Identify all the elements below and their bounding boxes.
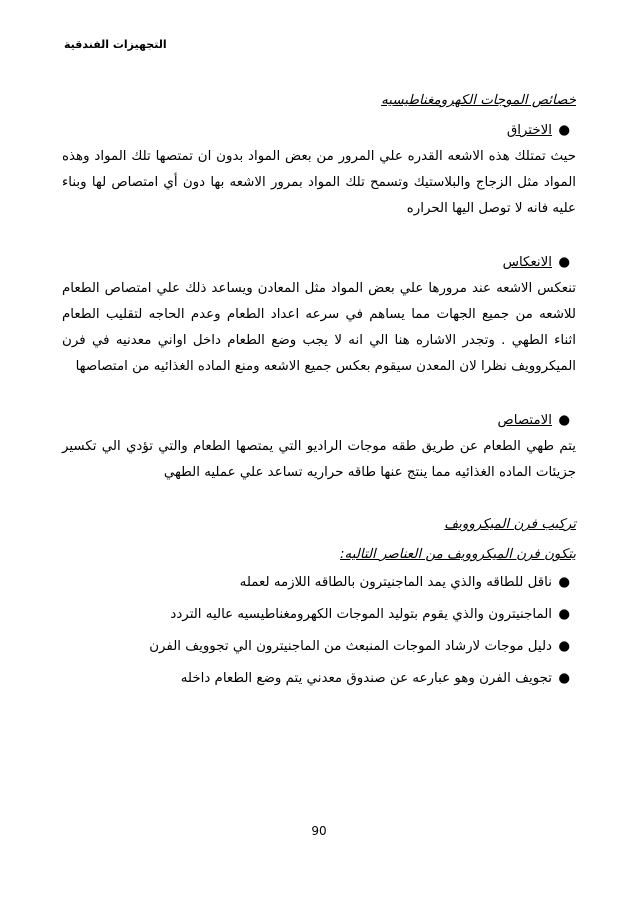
section-subtitle-components: يتكون فرن الميكروويف من العناصر التاليه: bbox=[340, 547, 576, 562]
list-item-text: ناقل للطاقه والذي يمد الماجنيترون بالطاقه اللازمه لعمله bbox=[239, 575, 552, 590]
bullet-dot-icon: ● bbox=[558, 413, 570, 428]
paragraph-penetration: حيث تمتلك هذه الاشعه القدره علي المرور من بعض المواد بدون ان تمتصها تلك المواد وهذه المواد مثل الزجاج والبلاستيك وتسمح تلك المواد بمرور الاشعه بها دون أي امتصاص لها وبناء عليه فانه لا توصل اليها الحراره bbox=[62, 149, 576, 216]
bullet-heading-reflection: الانعكاس bbox=[502, 255, 552, 270]
section-title-microwave-structure: تركيب فرن الميكروويف bbox=[444, 517, 576, 532]
bullet-dot-icon: ● bbox=[558, 255, 570, 270]
running-header: التجهيزات الفندقية bbox=[64, 38, 167, 51]
paragraph-reflection: تنعكس الاشعه عند مرورها علي بعض المواد مثل المعادن ويساعد ذلك علي امتصاص الطعام للاشعه من جميع الجهات مما يساهم في سرعه اعداد الطعام وعدم الحاجه لتقليب الطعام اثناء الطهي . وتجدر الاشاره هنا الي انه لا يجب وضع الطعام داخل اواني معدنيه في فرن الميكروويف نظرا لان المعدن سيقوم بعكس جميع الاشعه ومنع الماده الغذائيه من امتصاصها bbox=[62, 281, 576, 374]
page-content bbox=[62, 88, 576, 698]
list-item-text: تجويف الفرن وهو عبارعه عن صندوق معدني يتم وضع الطعام داخله bbox=[180, 671, 552, 686]
list-item-text: دليل موجات لارشاد الموجات المنبعث من الماجنيترون الي تجوويف الفرن bbox=[149, 639, 552, 654]
bullet-dot-icon: ● bbox=[558, 639, 570, 654]
bullet-dot-icon: ● bbox=[558, 575, 570, 590]
bullet-heading-penetration: الاختراق bbox=[506, 123, 552, 138]
section-title-properties: خصائص الموجات الكهرومغناطيسيه bbox=[381, 93, 576, 108]
bullet-reflection bbox=[62, 250, 576, 276]
list-item bbox=[62, 602, 576, 628]
bullet-dot-icon: ● bbox=[558, 671, 570, 686]
bullet-heading-absorption: الامتصاص bbox=[497, 413, 552, 428]
page-number: 90 bbox=[311, 824, 327, 838]
bullet-absorption bbox=[62, 408, 576, 434]
paragraph-absorption: يتم طهي الطعام عن طريق طقه موجات الراديو التي يمتصها الطعام والتي تؤدي الي تكسير جزيئات الماده الغذائيه مما ينتج عنها طاقه حراريه تساعد علي عمليه الطهي bbox=[62, 439, 576, 480]
bullet-dot-icon: ● bbox=[558, 123, 570, 138]
list-item bbox=[62, 634, 576, 660]
list-item-text: الماجنيترون والذي يقوم بتوليد الموجات الكهرومغناطيسيه عاليه التردد bbox=[170, 607, 552, 622]
list-item bbox=[62, 666, 576, 692]
list-item bbox=[62, 570, 576, 596]
bullet-dot-icon: ● bbox=[558, 607, 570, 622]
bullet-penetration bbox=[62, 118, 576, 144]
